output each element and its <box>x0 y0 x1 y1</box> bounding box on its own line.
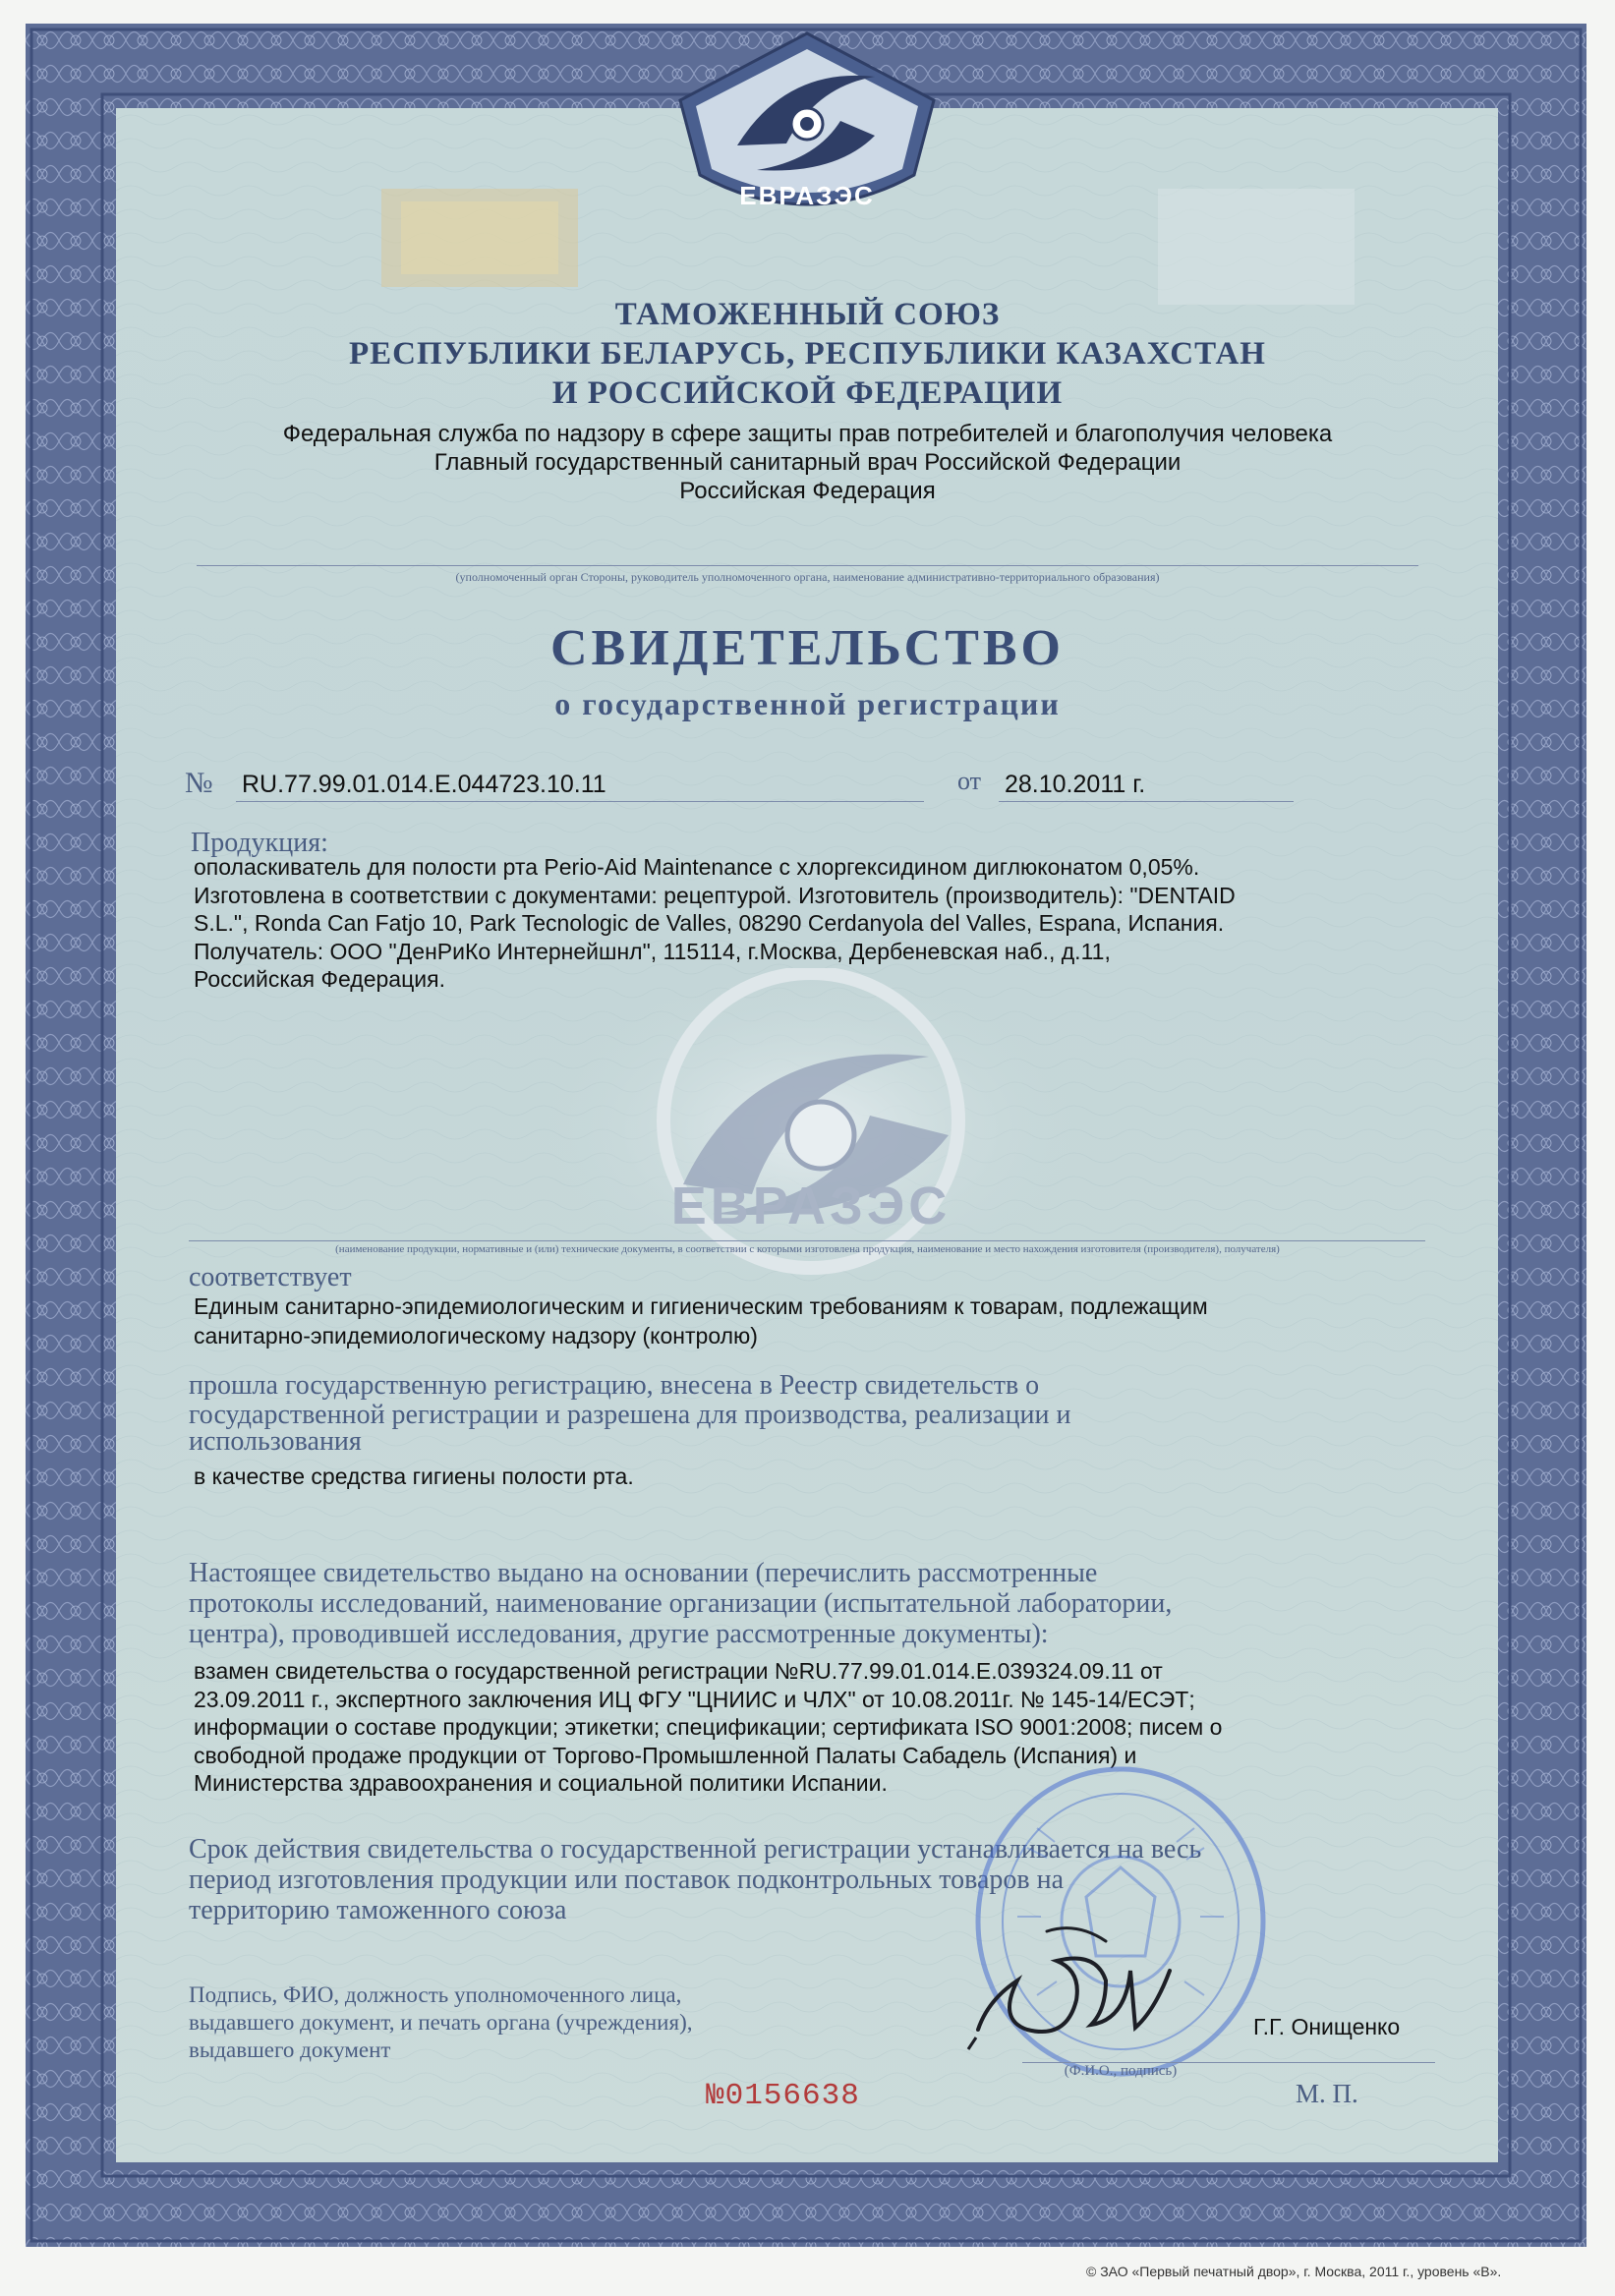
emblem-text: ЕВРАЗЭС <box>739 181 875 210</box>
basis-line: информации о составе продукции; этикетки; спецификации; сертификата ISO 9001:2008; писем о <box>194 1714 1223 1740</box>
stamp-place-label: М. П. <box>1296 2079 1358 2108</box>
authority-caption: (уполномоченный орган Стороны, руководитель уполномоченного органа, наименование административно-территориального образования) <box>455 570 1160 584</box>
registration-statement-line: прошла государственную регистрацию, внесена в Реестр свидетельств о <box>189 1370 1040 1401</box>
union-header <box>197 295 1418 413</box>
header-line-2: РЕСПУБЛИКИ БЕЛАРУСЬ, РЕСПУБЛИКИ КАЗАХСТАН <box>349 336 1266 372</box>
validity-line: территорию таможенного союза <box>189 1895 567 1925</box>
product-line: Получатель: ООО "ДенРиКо Интернейшнл", 115114, г.Москва, Дербеневская наб., д.11, <box>194 938 1111 964</box>
authority-line-2: Главный государственный санитарный врач Российской Федерации <box>433 449 1182 476</box>
conformity-line: Единым санитарно-эпидемиологическим и гигиеническим требованиям к товарам, подлежащим <box>194 1293 1208 1319</box>
registration-number: RU.77.99.01.014.Е.044723.10.11 <box>242 771 606 798</box>
registration-statement-line: использования <box>189 1426 362 1457</box>
basis-statement-line: центра), проводившей исследования, другие рассмотренные документы): <box>189 1619 1049 1649</box>
header-line-1: ТАМОЖЕННЫЙ СОЮЗ <box>614 297 1001 332</box>
basis-statement <box>189 1558 1425 1649</box>
signatory-name: Г.Г. Онищенко <box>1253 2014 1401 2039</box>
handwritten-signature <box>958 1912 1194 2069</box>
date-underline <box>999 801 1294 802</box>
basis-line: 23.09.2011 г., экспертного заключения ИЦ ФГУ "ЦНИИС и ЧЛХ" от 10.08.2011г. № 145-14/ЕСЭТ; <box>194 1686 1195 1712</box>
product-text <box>194 853 1452 994</box>
certificate-title: СВИДЕТЕЛЬСТВО <box>549 620 1066 676</box>
authority-block <box>138 420 1477 505</box>
product-line: S.L.", Ronda Can Fatjo 10, Park Tecnologic de Valles, 08290 Cerdanyola del Valles, Espana, Испания. <box>194 910 1225 936</box>
header-line-3: И РОССИЙСКОЙ ФЕДЕРАЦИИ <box>551 375 1064 411</box>
product-label: Продукция: <box>191 828 328 858</box>
usage-text: в качестве средства гигиены полости рта. <box>194 1464 634 1489</box>
authority-line-3: Российская Федерация <box>679 478 936 504</box>
conformity-line: санитарно-эпидемиологическому надзору (контролю) <box>194 1323 758 1349</box>
validity-line: Срок действия свидетельства о государственной регистрации устанавливается на весь <box>189 1834 1202 1865</box>
signature-label-line: выдавшего документ <box>189 2038 391 2062</box>
printer-imprint: © ЗАО «Первый печатный двор», г. Москва, 2011 г., уровень «В». <box>1086 2264 1502 2279</box>
product-line: Российская Федерация. <box>194 966 445 992</box>
svg-text:ЕВРАЗЭС: ЕВРАЗЭС <box>670 1177 952 1235</box>
date-label: от <box>957 767 982 795</box>
basis-line: Министерства здравоохранения и социальной политики Испании. <box>194 1770 888 1796</box>
signature-caption: (Ф.И.О., подпись) <box>1064 2063 1178 2079</box>
basis-statement-line: протоколы исследований, наименование организации (испытательной лаборатории, <box>189 1588 1173 1619</box>
number-underline <box>236 801 924 802</box>
registration-statement-line: государственной регистрации и разрешена для производства, реализации и <box>189 1400 1071 1430</box>
basis-line: свободной продаже продукции от Торгово-Промышленной Палаты Сабадель (Испания) и <box>194 1742 1137 1768</box>
serial-number: №0156638 <box>706 2079 860 2113</box>
number-label: № <box>185 767 213 799</box>
authority-line-1: Федеральная служба по надзору в сфере защиты прав потребителей и благополучия человека <box>282 421 1333 447</box>
product-line: Изготовлена в соответствии с документами: рецептурой. Изготовитель (производитель): "DENTAID <box>194 882 1236 908</box>
registration-statement <box>189 1370 1425 1457</box>
signature-label-line: Подпись, ФИО, должность уполномоченного лица, <box>189 1982 682 2007</box>
validity-line: период изготовления продукции или поставок подконтрольных товаров на <box>189 1865 1065 1895</box>
authority-underline <box>197 565 1418 566</box>
certificate-subtitle: о государственной регистрации <box>554 686 1061 721</box>
registration-date: 28.10.2011 г. <box>1005 771 1146 798</box>
signature-label <box>189 1981 896 2064</box>
basis-statement-line: Настоящее свидетельство выдано на основании (перечислить рассмотренные <box>189 1558 1098 1588</box>
product-caption: (наименование продукции, нормативные и (или) технические документы, в соответствии с которыми изготовлена продукция, наименование и место нахождения изготовителя (производителя), получателя) <box>335 1243 1280 1255</box>
conformity-label: соответствует <box>189 1262 352 1292</box>
signature-icon <box>958 1912 1194 2069</box>
eurasec-emblem <box>668 28 946 224</box>
signature-label-line: выдавшего документ, и печать органа (учреждения), <box>189 2010 693 2035</box>
conformity-text <box>194 1292 1452 1350</box>
product-underline <box>189 1240 1425 1241</box>
basis-line: взамен свидетельства о государственной регистрации №RU.77.99.01.014.Е.039324.09.11 от <box>194 1658 1163 1684</box>
product-line: ополаскиватель для полости рта Perio-Aid Maintenance с хлоргексидином диглюконатом 0,05%. <box>194 854 1200 880</box>
